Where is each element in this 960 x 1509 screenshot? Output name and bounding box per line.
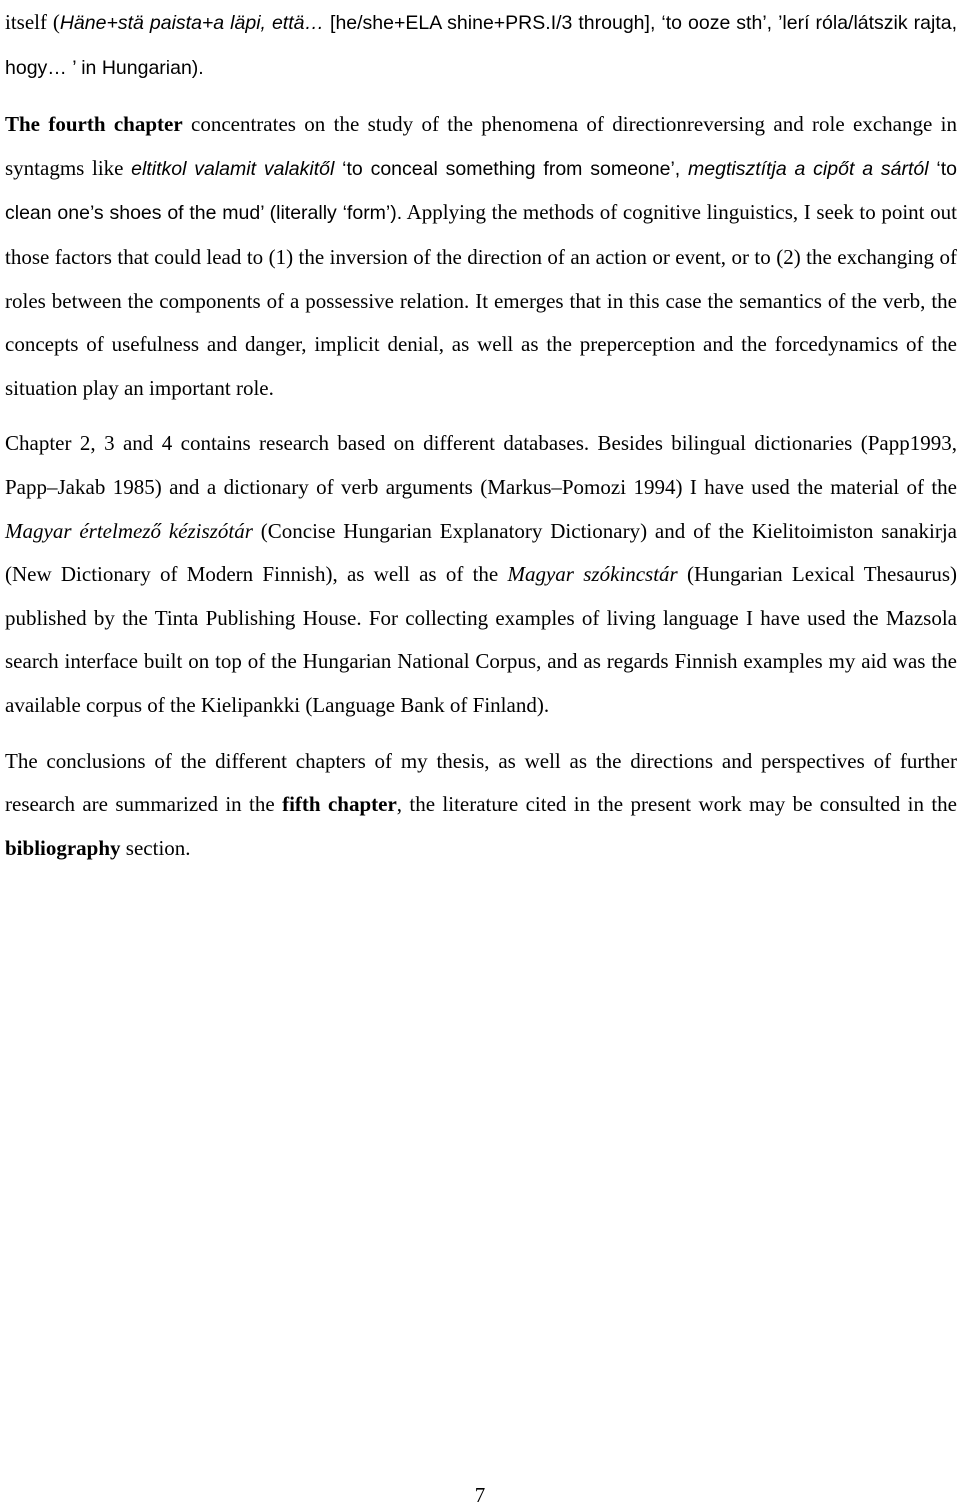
dictionary-title: Magyar szókincstár — [507, 562, 678, 587]
paragraph-conclusions — [5, 740, 957, 871]
paragraph-continued — [5, 1, 957, 90]
dictionary-title: Magyar értelmező kéziszótár — [5, 518, 253, 543]
text-run: Applying the methods of cognitive linguistics, I seek to point out those factors that could lead to (1) the inversion of the direction of an action or event, or to (2) the exchanging of roles between the components of a possessive relation. It emerges that in this case the semantics of the verb, the concepts of usefulness and danger, implicit denial, as well as the preperception and the forcedynamics of the situation play an important role. — [5, 200, 957, 400]
paragraph-databases — [5, 422, 957, 727]
text-run: section. — [120, 835, 191, 860]
text-run: ‘to conceal something from someone’, — [334, 157, 689, 180]
bold-term: fifth chapter — [282, 792, 397, 817]
bold-term: The fourth chapter — [5, 112, 183, 137]
hungarian-example: eltitkol valamit valakitől — [131, 157, 335, 180]
text-run: concentrates on the study of the phenomena of directionreversing and role exchange in syntagms like — [5, 112, 957, 180]
text-run: (Concise Hungarian Explanatory Dictionary) and of the Kielitoimiston sanakirja (New Dictionary of Modern Finnish), as well as of the — [5, 518, 957, 587]
text-run: , the literature cited in the present work may be consulted in the — [396, 792, 957, 817]
finnish-example: Häne+stä paista+a läpi, että… — [59, 12, 324, 34]
text-run: Chapter 2, 3 and 4 contains research based on different databases. Besides bilingual dictionaries (Papp1993, Papp–Jakab 1985) and a dictionary of verb arguments (Markus–Pomozi 1994) I have used the material of the — [5, 431, 957, 499]
paragraph-fourth-chapter — [5, 103, 957, 410]
text-run: itself ( — [5, 10, 60, 34]
document-page — [5, 0, 957, 870]
bold-term: bibliography — [5, 835, 121, 860]
text-run: The conclusions of the different chapters of my thesis, as well as the directions and perspectives of further research are summarized in the — [5, 748, 957, 817]
text-run: (Hungarian Lexical Thesaurus) published by the Tinta Publishing House. For collecting examples of living language I have used the Mazsola search interface built on top of the Hungarian National Corpus, and as regards Finnish examples my aid was the available corpus of the Kielipankki (Language Bank of Finland). — [5, 562, 957, 717]
page-number: 7 — [474, 1483, 486, 1507]
hungarian-example: megtisztítja a cipőt a sártól — [688, 157, 929, 180]
text-run: ‘to clean one’s shoes of the mud’ (literally ‘form’). — [5, 157, 957, 225]
text-run: [he/she+ELA shine+PRS.I/3 through], ‘to ooze sth’, ’lerí róla/látszik rajta, hogy… ’ in Hungarian). — [5, 12, 958, 79]
